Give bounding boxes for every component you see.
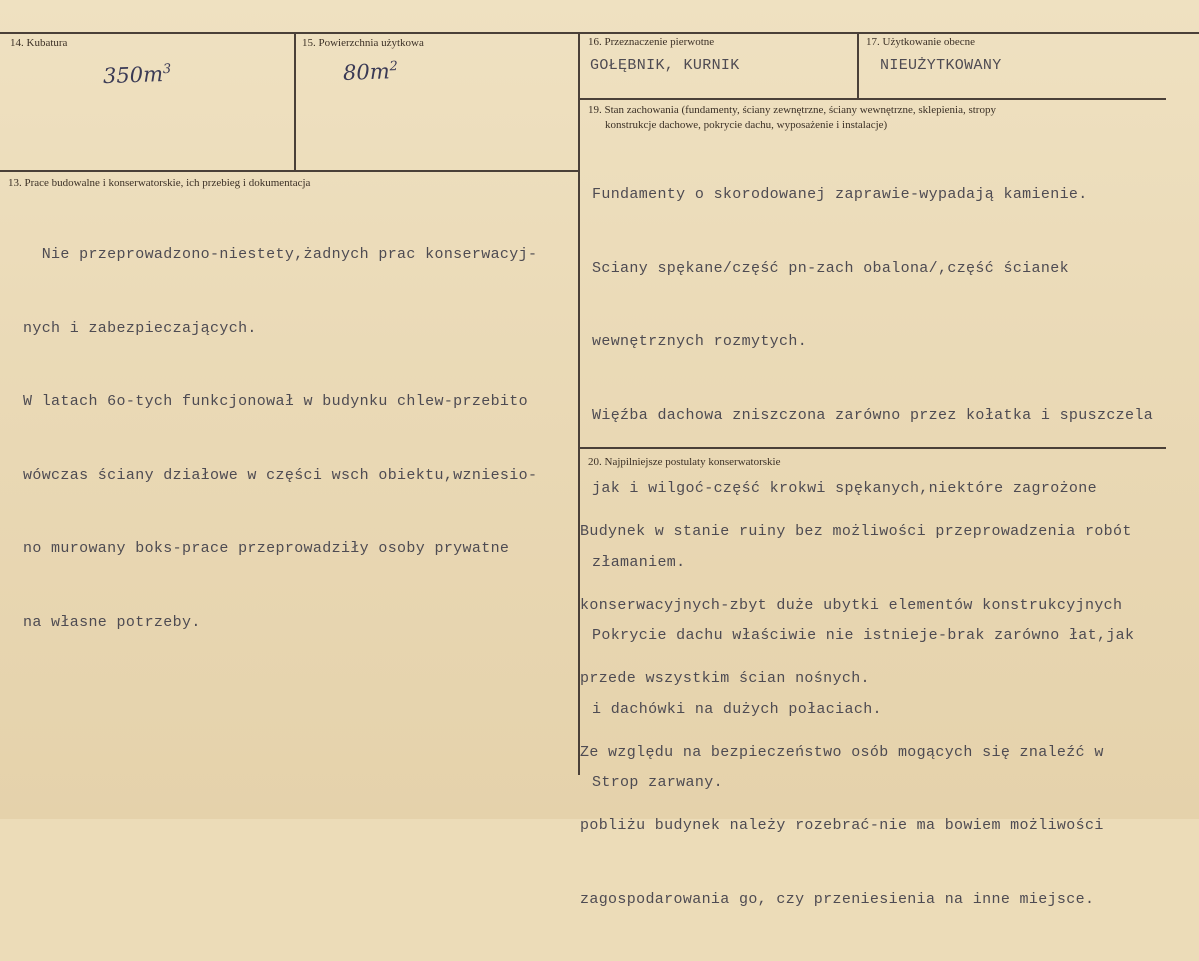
field-13-line: wówczas ściany działowe w części wsch obiektu,wzniesio-	[23, 466, 538, 484]
field-20-line: zagospodarowania go, czy przeniesienia na inne miejsce.	[580, 890, 1095, 908]
row-rule-right-upper	[580, 98, 1166, 100]
field-19-label-cont: konstrukcje dachowe, pokrycie dachu, wyposażenie i instalacje)	[605, 119, 888, 131]
field-13-line: na własne potrzeby.	[23, 613, 201, 631]
field-19-line: wewnętrznych rozmytych.	[592, 333, 808, 350]
field-15-label: 15. Powierzchnia użytkowa	[302, 37, 424, 49]
field-20-line: Ze względu na bezpieczeństwo osób mogących się znaleźć w	[580, 743, 1104, 761]
field-20-line: konserwacyjnych-zbyt duże ubytki elementów konstrukcyjnych	[580, 596, 1123, 614]
field-15-value-main: 80m	[342, 59, 391, 85]
field-17-value: NIEUŻYTKOWANY	[880, 57, 1002, 74]
field-15-value-exponent: 2	[389, 59, 399, 75]
field-13-line: nych i zabezpieczających.	[23, 319, 257, 337]
divider-16-17	[857, 33, 859, 99]
field-20-line: Budynek w stanie ruiny bez możliwości przeprowadzenia robót	[580, 523, 1132, 540]
field-13-line: Nie przeprowadzono-niestety,żadnych prac konserwacyj-	[23, 246, 538, 263]
field-20-line: pobliżu budynek należy rozebrać-nie ma bowiem możliwości	[580, 817, 1104, 834]
field-17-label: 17. Użytkowanie obecne	[866, 36, 976, 48]
row-rule-left	[0, 170, 580, 172]
field-16-value: GOŁĘBNIK, KURNIK	[590, 57, 740, 74]
field-13-text	[23, 194, 537, 684]
field-14-value	[103, 62, 172, 88]
field-20-text	[580, 471, 1132, 961]
field-19-line: Pokrycie dachu właściwie nie istnieje-brak zarówno łat,jak	[592, 627, 1135, 644]
top-rule	[0, 32, 1199, 34]
field-19-line: Sciany spękane/część pn-zach obalona/,część ścianek	[592, 259, 1069, 277]
field-19-line: jak i wilgoć-część krokwi spękanych,niektóre zagrożone	[592, 480, 1097, 497]
field-19-line: złamaniem.	[592, 553, 686, 571]
field-19-line: Strop zarwany.	[592, 774, 723, 791]
field-20-line: przede wszystkim ścian nośnych.	[580, 670, 870, 687]
field-19-line: Więźba dachowa zniszczona zarówno przez kołatka i spuszczela	[592, 406, 1154, 424]
field-14-value-main: 350m	[102, 62, 164, 89]
field-14-label: 14. Kubatura	[10, 37, 68, 49]
field-19-line: i dachówki na dużych połaciach.	[592, 700, 882, 718]
field-13-label: 13. Prace budowalne i konserwatorskie, ich przebieg i dokumentacja	[8, 177, 311, 189]
field-16-label: 16. Przeznaczenie pierwotne	[588, 36, 715, 48]
field-19-line: Fundamenty o skorodowanej zaprawie-wypadają kamienie.	[592, 186, 1088, 203]
field-20-label: 20. Najpilniejsze postulaty konserwatorskie	[588, 456, 781, 468]
field-13-line: W latach 6o-tych funkcjonował w budynku chlew-przebito	[23, 393, 528, 410]
field-19-label: 19. Stan zachowania (fundamenty, ściany zewnętrzne, ściany wewnętrzne, sklepienia, stropy	[588, 104, 996, 116]
field-15-value	[343, 59, 399, 85]
divider-14-15	[294, 33, 296, 170]
field-13-line: no murowany boks-prace przeprowadziły osoby prywatne	[23, 540, 510, 557]
field-14-value-exponent: 3	[162, 61, 172, 78]
